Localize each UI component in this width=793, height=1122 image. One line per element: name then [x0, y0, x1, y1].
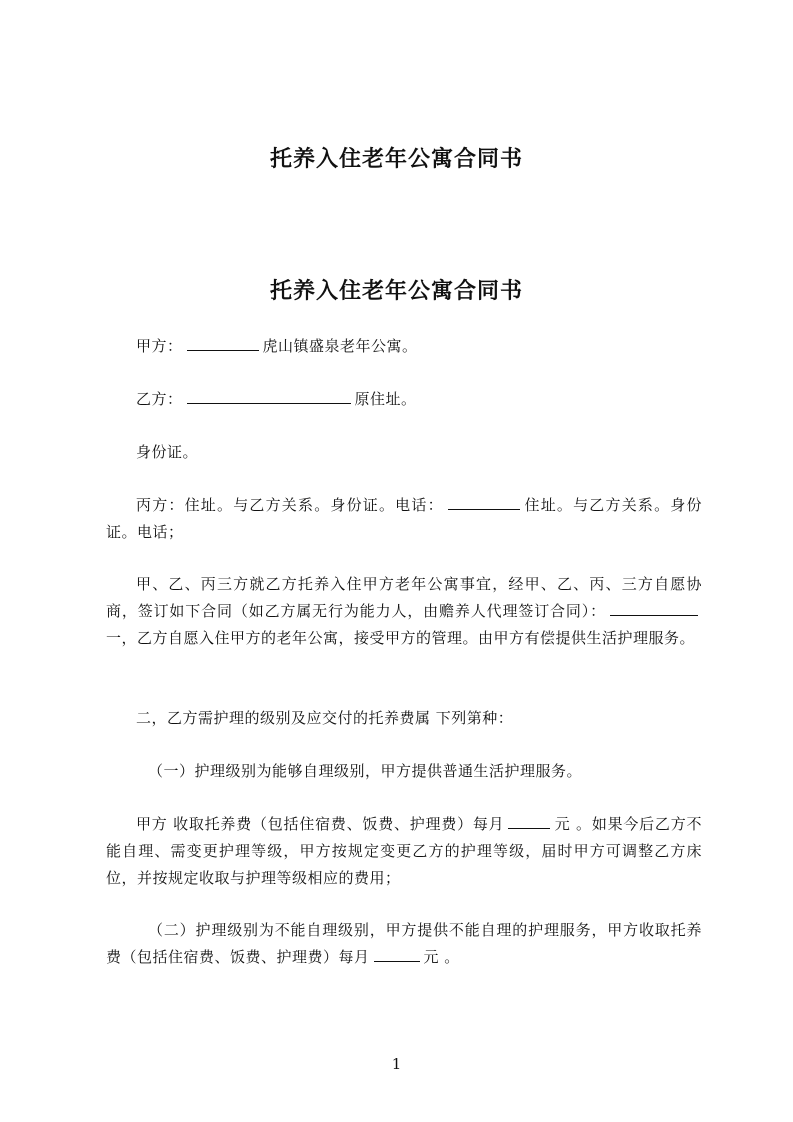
- party-b-blank: [187, 389, 351, 404]
- agreement-blank: [610, 601, 698, 616]
- page-number: 1: [391, 1055, 402, 1073]
- document-header-title: 托养入住老年公寓合同书: [269, 147, 523, 172]
- party-c-paragraph: [106, 492, 702, 546]
- agreement-paragraph: [106, 571, 702, 652]
- party-a-label: 甲方：: [136, 337, 183, 355]
- item-two-blank: [374, 947, 420, 962]
- party-c-text-2: 住址。与乙方关系。身份证。电话；: [106, 496, 702, 541]
- item-two-text-1: （二）护理级别为不能自理级别，甲方提供不能自理的护理服务，甲方收取托养费（包括住宿费、饭费、护理费）每月: [106, 921, 702, 966]
- agreement-text-2: 一，乙方自愿入住甲方的老年公寓，接受甲方的管理。由甲方有偿提供生活护理服务。: [106, 629, 696, 647]
- item-two-text-2: 元 。: [423, 948, 460, 966]
- fee-one-text-2: 元 。如果今后乙方不能自理、需变更护理等级，甲方按规定变更乙方的护理等级，届时甲方可调整乙方床位，并按规定收取与护理等级相应的费用；: [106, 815, 702, 887]
- contract-title: 托养入住老年公寓合同书: [269, 279, 523, 304]
- party-b-line: [106, 386, 702, 413]
- fee-one-blank: [508, 814, 550, 829]
- party-a-text: 虎山镇盛泉老年公寓。: [262, 337, 418, 355]
- party-c-phone-blank: [448, 495, 520, 510]
- party-b-text: 原住址。: [354, 390, 417, 408]
- section-two-heading: 二，乙方需护理的级别及应交付的托养费属 下列第种：: [136, 709, 514, 727]
- fee-one-text-1: 甲方 收取托养费（包括住宿费、饭费、护理费）每月: [136, 815, 505, 833]
- party-a-line: [106, 333, 702, 360]
- item-one-heading: （一）护理级别为能够自理级别，甲方提供普通生活护理服务。: [148, 762, 583, 780]
- fee-one-paragraph: [106, 811, 702, 892]
- party-c-text-1: 丙方：住址。与乙方关系。身份证。电话：: [136, 496, 444, 514]
- id-card-line: 身份证。: [136, 443, 199, 461]
- party-b-label: 乙方：: [136, 390, 183, 408]
- item-two-paragraph: [106, 917, 702, 971]
- agreement-text-1: 甲、乙、丙三方就乙方托养入住甲方老年公寓事宜，经甲、乙、丙、三方自愿协商，签订如下合同（如乙方属无行为能力人，由赡养人代理签订合同）：: [106, 575, 702, 620]
- party-a-blank: [187, 336, 259, 351]
